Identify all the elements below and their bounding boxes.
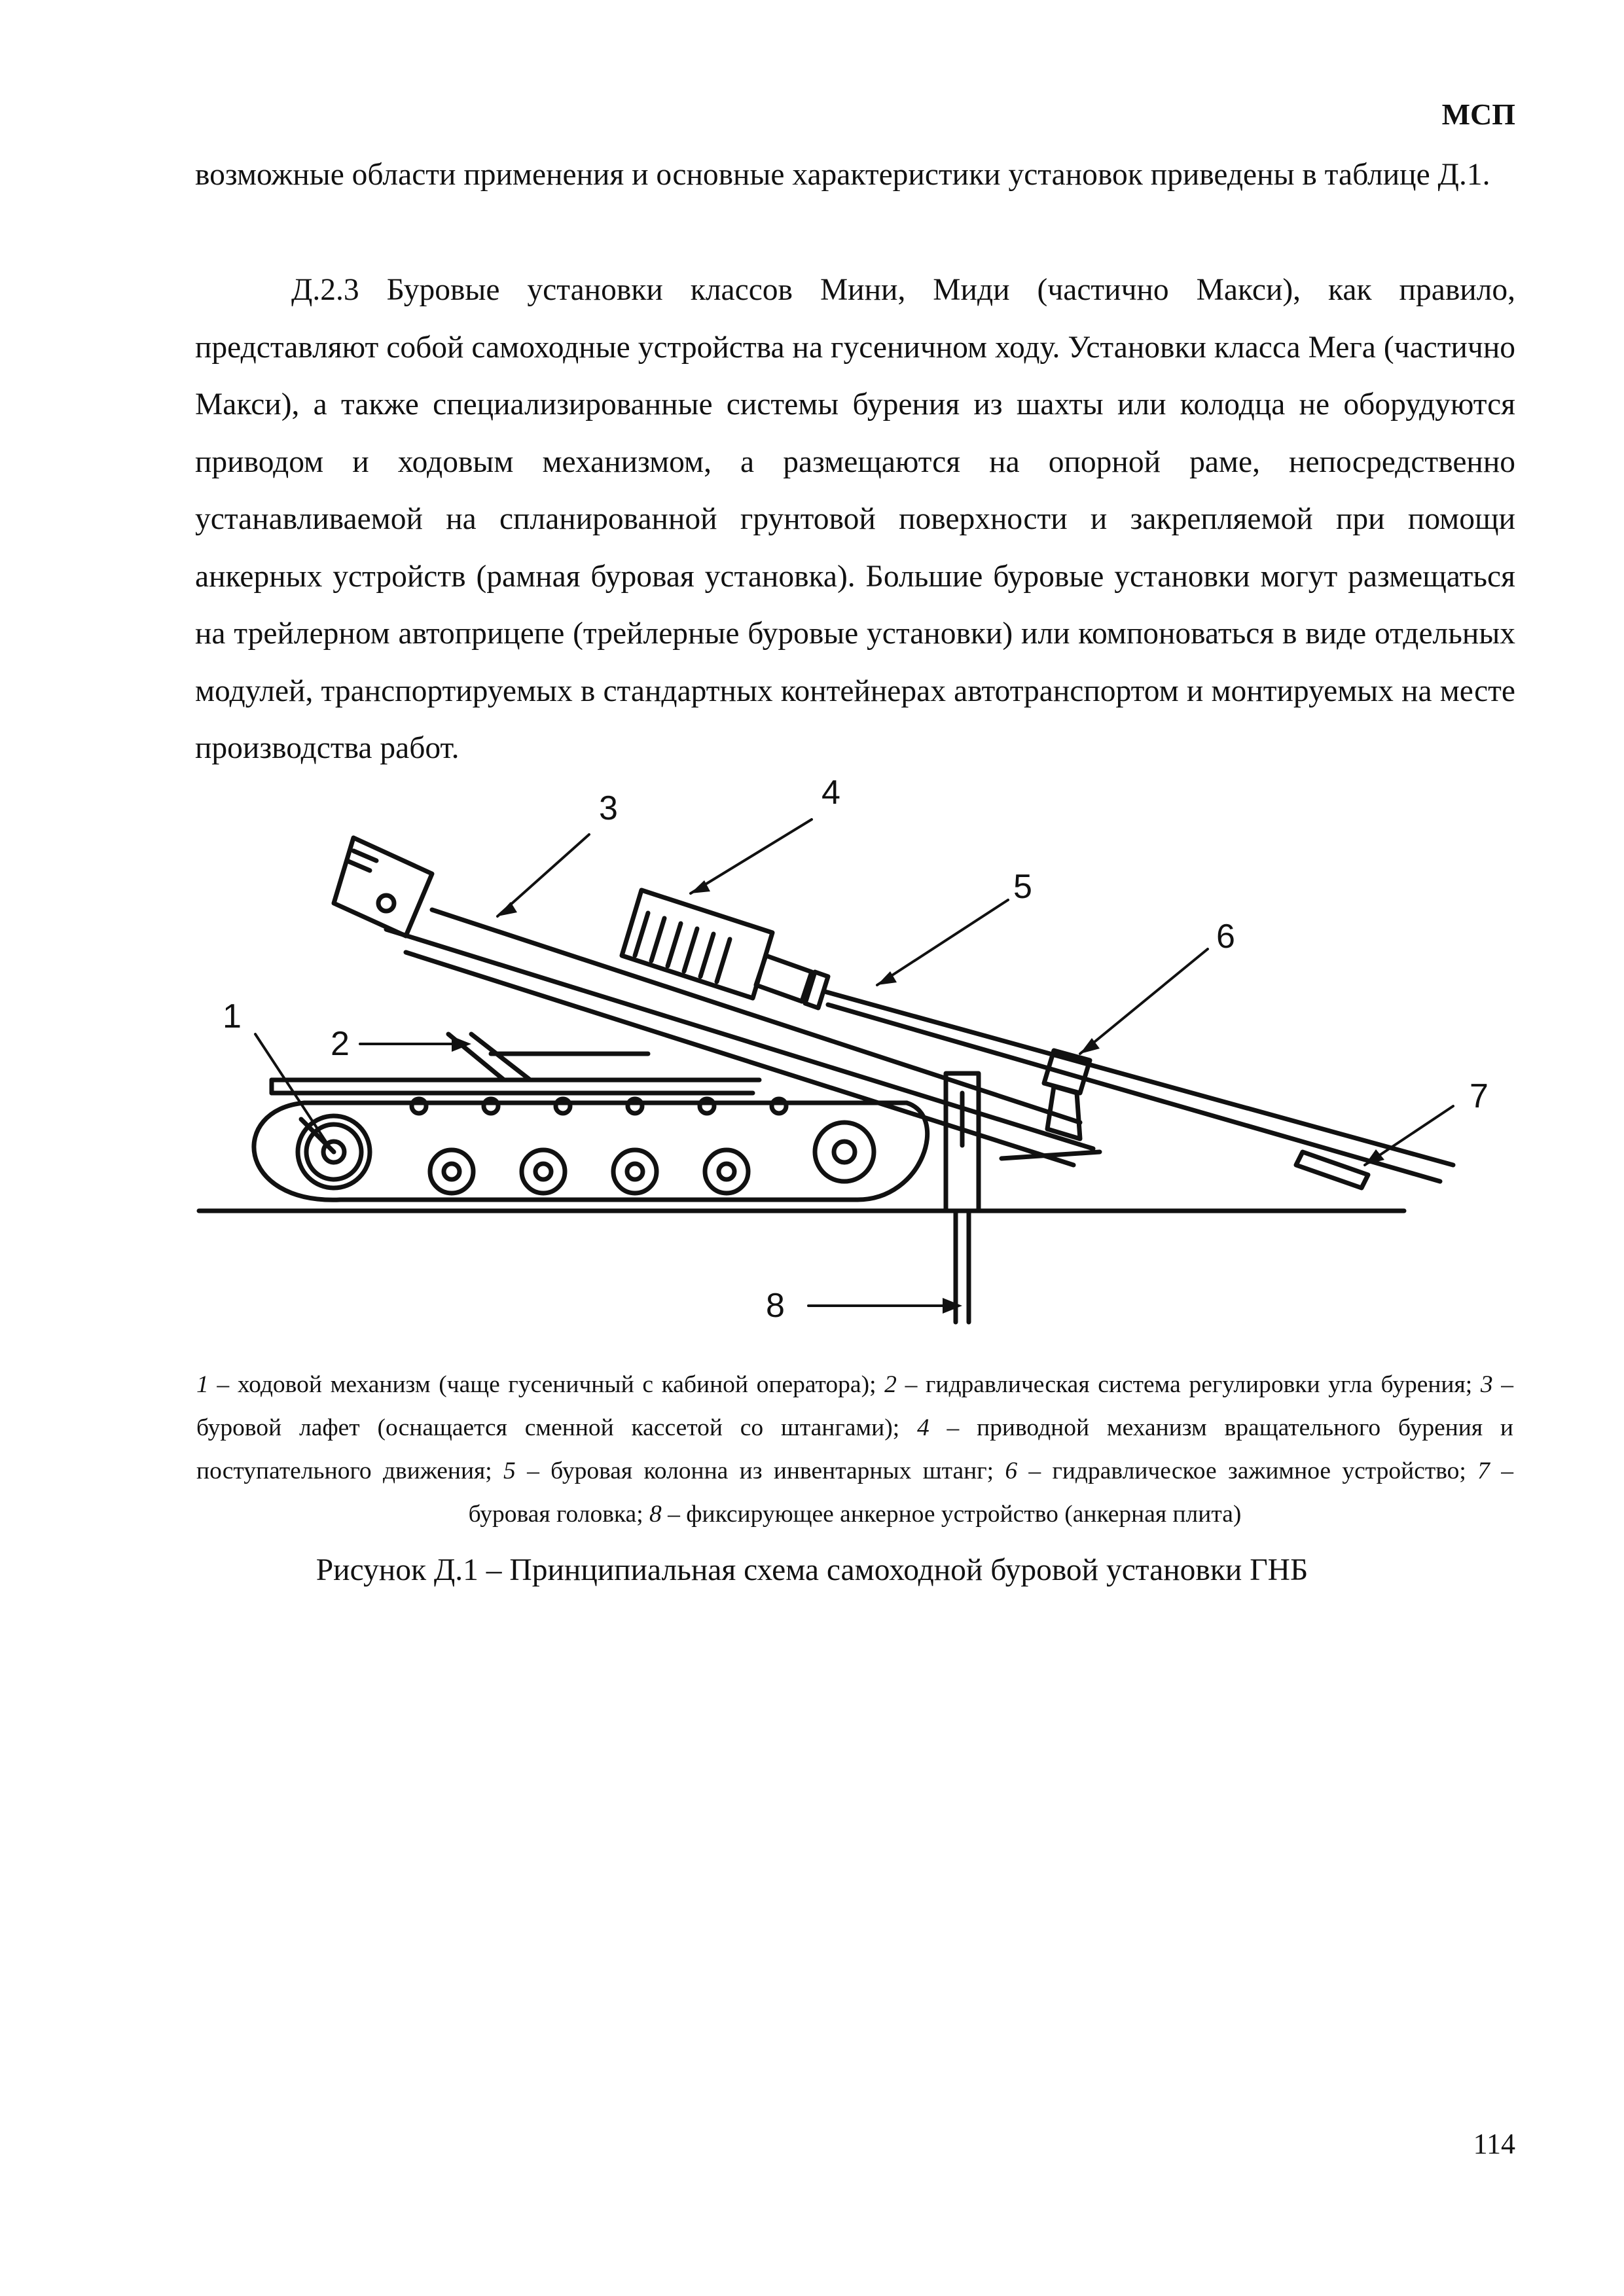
drilling-rig-diagram — [190, 772, 1489, 1348]
callout-4: 4 — [821, 774, 840, 812]
callout-2: 2 — [331, 1025, 350, 1063]
callout-7: 7 — [1470, 1077, 1489, 1115]
callout-5: 5 — [1013, 868, 1032, 906]
hydraulic-cylinder — [448, 1034, 648, 1080]
drive-unit — [622, 890, 828, 1008]
callout-3: 3 — [599, 789, 618, 827]
paragraph-2: Д.2.3 Буровые установки классов Мини, Миди (частично Макси), как правило, представляют собой самоходные устройства на гусеничном ходу. Установки класса Мега (частично Макси), а также специализированные системы бурения из шахты или колодца не оборудуются приводом и ходовым механизмом, а размещаются на опорной раме, непосредственно устанавливаемой на спланированной грунтовой поверхности и закрепляемой при помощи анкерных устройств (рамная буровая установка). Большие буровые установки могут размещаться на трейлерном автоприцепе (трейлерные буровые установки) или компоноваться в виде отдельных модулей, транспортируемых в стандартных контейнерах автотранспортом и монтируемых на месте производства работ. — [195, 273, 1515, 765]
drilling-rig-figure — [190, 772, 1489, 1348]
drill-rod — [825, 992, 1453, 1165]
callout-lines — [255, 819, 1453, 1306]
figure-caption: Рисунок Д.1 – Принципиальная схема самоходной буровой установки ГНБ — [316, 1553, 1308, 1587]
callout-8: 8 — [766, 1287, 785, 1325]
paragraph-1: возможные области применения и основные характеристики установок приведены в таблице Д.1. — [195, 158, 1490, 192]
callout-1: 1 — [223, 997, 242, 1035]
document-code-header: МСП — [1441, 98, 1515, 131]
crawler-track — [254, 1080, 928, 1200]
drill-frame — [334, 838, 1100, 1165]
callout-6: 6 — [1216, 918, 1235, 956]
figure-legend: 1 – ходовой механизм (чаще гусеничный с кабиной оператора); 2 – гидравлическая система регулировки угла бурения; 3 – буровой лафет (оснащается сменной кассетой со штангами); 4 – приводной механизм вращательного бурения и поступательного движения; 5 – буровая колонна из инвентарных штанг; 6 – гидравлическое зажимное устройство; 7 – буровая головка; 8 – фиксирующее анкерное устройство (анкерная плита) — [196, 1371, 1514, 1528]
page-number: 114 — [1473, 2128, 1515, 2160]
